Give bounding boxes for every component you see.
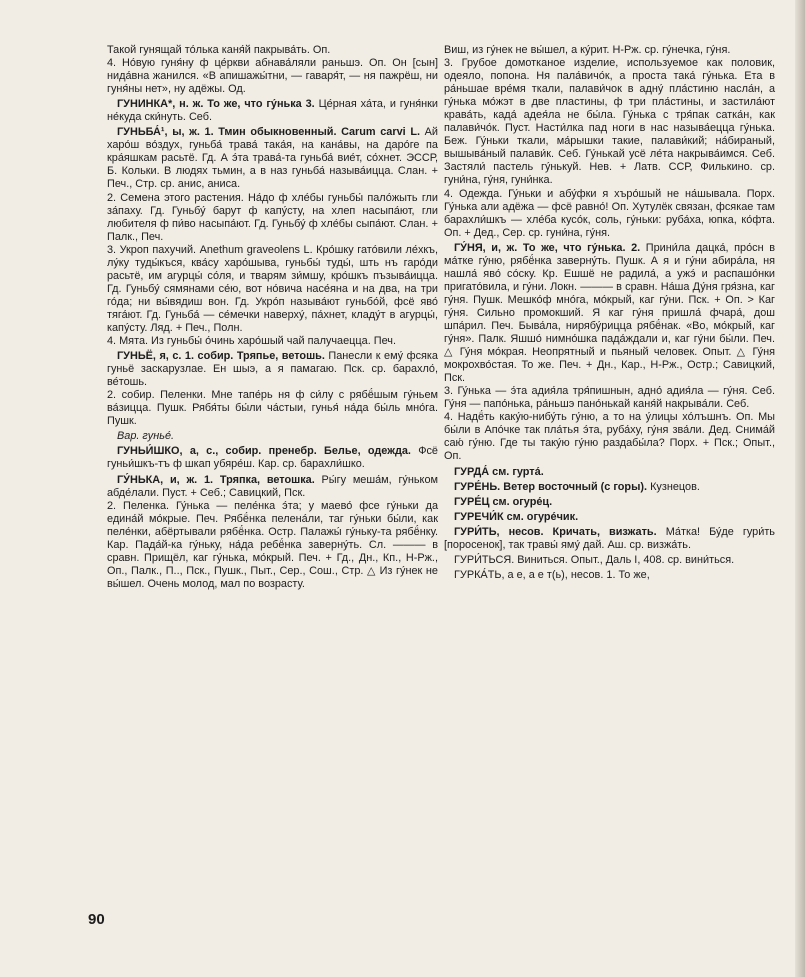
entry-headword: ГУРИ́ТЬ, несов. Кричать, визжать. (454, 525, 657, 538)
entry-body: Ай харо́ш во́здух, гуньба́ трава́ така́я, на кана́вы, на даро́ге па кра́яшкам расьтё. Гд. А э́та трава́-та гуньба́ вие́т, со́хнет. ЭССР, Б. Кольки. В людях тьмин, а в наз гуньба́ называ́ицца. Слан. + Печ., Стр. ср. анис, аниса. (107, 126, 438, 191)
entry-sense: 3. Грубое домотканое изделие, используемое как половик, одеяло, попона. Ня пала́вичо́к, а проста така́ гу́нька. Ета в ра́ньшае вре́мя ткали, палави́чок в адну́ пла́стиню насла́н, а гу́нька мо́жэт в две пластины, ф три пла́стины, и застила́ют крава́ть, када́ адея́ла не бы́ла. Гу́нька с тря́пак сатка́н, как палави́чо́к. Пуст. Насти́лка пад ноги в нас называ́ецца гу́нька. Беж. Гу́ньки ткали, ма́рышки такие, палави́кий; на́бираный, вышыва́ный палави́к. Себ. Гу́нькай усё ле́та накрыва́имся. Себ. Застяли́ пастель гу́нькуй. Нев. + Латв. ССР, Филькино. ср. гуни́на, гу́ня, гуни́нка. (444, 57, 775, 187)
entry-body: Ма́тка! Бу́де гури́ть [поросенок], так травы́ яму́ дай. Аш. ср. визжа́ть. (444, 525, 775, 551)
entry-guren (444, 481, 775, 494)
entry-gurets: ГУРЕ́Ц см. огуре́ц. (454, 495, 553, 508)
entry-gunya (444, 242, 775, 386)
entry-body: Панесли к ему́ фсяка гуньё заскарузлае. Ен шыэ, а я памагаю. Пск. ср. барахло́, ве́тошь. (107, 350, 438, 389)
entry-body: Прини́ла дацка́, про́сн в ма́тке гу́ню, рябё́нка заверну́ть. Пушк. А я и гу́ни абира́ла, ня нашла́ яво́ со́ску. Кр. Ешшё не радила́, а ужэ́ и распашо́нки пригато́вила, и гу́ни. Локн. ——— в сравн. На́ша Ду́ня гря́зна, каг гу́ня. Пушк. Мешко́ф мно́га, мо́крый, каг гу́ни. Пск. + Оп. > Каг гу́ня. Сильно промокший. Я каг гу́ня пришла́ фчара́, дош шпа́рил. Печ. Быва́ла, нирябу́рицца рябё́нак. «Во, мо́крый, каг гу́ня». Палк. Яшшо́ нимно́шка пада́ждали и, каг гу́ни бы́ли. Печ. △ Гу́ня мо́края. Неопрятный и пьяный человек. Опыт. △ Гу́ня мокрохво́стая. То же. Печ. + Дн., Кар., Н-Рж., Остр.; Савицкий, Пск. (444, 241, 775, 385)
entry-body: Це́рная ха́та, и гуня́нки не́куда ски́нуть. Себ. (107, 98, 438, 124)
entry-gunka (107, 474, 438, 500)
entry-sense: 3. Гу́нька — э́та адия́ла тря́пишнын, адно́ адия́ла — гу́ня. Себ. Гу́ня — папо́нька, ра́ньшэ пано́нькай каня́й накрыва́ли. Себ. (444, 385, 775, 411)
entry-text: Такой гунящай то́лька каня́й пакрыва́ть. Оп. (107, 44, 331, 56)
entry-headword: ГУНЬБА́¹, ы, ж. 1. Тмин обыкновенный. Carum carvi L. (117, 126, 420, 139)
entry-body: Кузнецов. (650, 480, 700, 493)
entry-sense: 4. Одежда. Гу́ньки и абу́фки я хъро́шый не на́шывала. Порх. Гу́нька али адёжа — фсё равно́! Оп. Хутулёк связан, фсякае там барахли́шкъ — хле́ба кусо́к, соль, гу́ньки: руба́ха, юпка, ко́фта. Оп. + Дед., Сер. ср. гуни́на, гу́ня. (444, 187, 775, 239)
left-column (107, 44, 438, 591)
entry-headword: ГУ́НЯ, и, ж. То же, что гу́нька. 2. (454, 241, 641, 254)
entry-gurda: ГУРДА́ см. гурта́. (454, 465, 544, 478)
entry-sense: 4. Мята. Из гуньбы́ о́чинь харо́шый чай палучаецца. Печ. (107, 335, 396, 348)
entry-gune (107, 350, 438, 389)
entry-sense: 2. Семена этого растения. На́до ф хле́бы гуньбы́ пало́жыть гли за́паху. Гд. Гуньбу́ барут ф капу́сту, на хлеп насыпа́ют, гли любителя ф пи́во насыпа́ют. Гд. Гуньбу́ ф хле́бы сыпа́ют. Слан. + Палк., Печ. (107, 191, 438, 243)
page-number: 90 (88, 911, 105, 928)
entry-sense: 4. Надё́ть каку́ю-нибу́ть гу́ню, а то на у́лицы хо́лъшнъ. Оп. Мы бы́ли в Апо́чке так пла́тья э́та, руба́ху, гу́ня зва́ли. Дед. Снима́й саю́ гу́ню. Где ты таку́ю гу́ню раздабы́ла? Порх. + Пск.; Опыт., Оп. (444, 411, 775, 463)
right-column (444, 44, 775, 582)
entry-headword: ГУНЬЁ, я, с. 1. собир. Тряпье, ветошь. (117, 350, 325, 363)
entry-body: Ры́гу меша́м, гу́ньком абде́лали. Пуст. + Себ.; Савицкий, Пск. (107, 473, 438, 499)
entry-sense: 2. собир. Пеленки. Мне тапе́рь ня ф си́лу с рябё́шым гу́ньем ва́зицца. Пушк. Рябя́ты бы́ли ча́стыи, гунья́ на́да бы́ль мно́га. Пушк. (107, 389, 438, 428)
entry-gunynka (107, 98, 438, 124)
entry-gurechik: ГУРЕЧИ́К см. огуре́чик. (454, 510, 579, 523)
entry-guritsya: ГУРИ́ТЬСЯ. Виниться. Опыт., Даль I, 408. ср. вини́ться. (454, 553, 735, 566)
page-spine-shadow (795, 0, 805, 977)
entry-text: 4. Но́вую гуня́ну ф це́ркви абнава́ляли раньшэ. Оп. Он [сын] нида́вна жанился. «В апишажы́тни, — гаваря́т, — ня пажрёш, ни гуня́ны нет», ну адёжы. Од. (107, 57, 438, 96)
entry-headword: ГУНЬИ́ШКО, а, с., собир. пренебр. Белье, одежда. (117, 445, 411, 458)
entry-headword: ГУ́НЬКА, и, ж. 1. Тряпка, ветошка. (117, 473, 315, 486)
entry-gunba (107, 126, 438, 191)
entry-body: Фсё гуньи́шкъ-тъ ф шкап убяре́ш. Кар. ср. барахли́шко. (107, 445, 438, 471)
entry-sense: 2. Пеленка. Гу́нька — пеле́нка э́та; у маево́ фсе гу́ньки да едина́й мо́крые. Печ. Рябё́нка пелена́ли, таг гу́ньки бы́ли, как пеле́нки, абёртывали рябё́нка. Остр. Палажы́ гу́ньку-та рябё́нку. Кар. Пада́й-ка гу́ньку, на́да ребё́нка заверну́ть. Сл. ——— в сравн. Прищёл, каг гу́нька, мо́крый. Печ. + Гд., Дн., Кп., Н-Рж., Оп., Палк., П.., Пск., Пушк., Пыт., Сер., Сош., Стр. △ Из гу́нек не вы́шел. Очень молод, мал по возрасту. (107, 499, 438, 590)
entry-gurit (444, 526, 775, 552)
entry-gunishko (107, 445, 438, 471)
entry-gurkat: ГУРКА́ТЬ, а е, а е т(ь), несов. 1. То же, (454, 568, 650, 581)
entry-headword: ГУНИНКА*, н. ж. То же, что гу́нька 3. (117, 98, 315, 111)
entry-headword: ГУРЕ́НЬ. Ветер восточный (с горы). (454, 480, 648, 493)
entry-variant: Вар. гунье́. (117, 430, 175, 443)
entry-text: Виш, из гу́нек не вы́шел, а ку́рит. Н-Рж. ср. гу́нечка, гу́ня. (444, 44, 731, 56)
entry-sense: 3. Укроп пахучий. Anethum graveolens L. Кро́шку гато́вили ле́хкъ, лу́ку туды́къся, ква́су харо́шыва, гуньбы́ туды́, шть нъ гаро́ди расьтё, им агурцы́ со́ля, и тварям зи́мшу, кро́шкъ пъзыва́ицца. Гд. Гуньбу́ сямянами се́ю, вот но́вича насе́яна и на два, на три го́да; ни вы́вядиш вон. Гд. Укро́п называ́ют гуньбо́й, фсё яво́ тяга́ют. Гд. Гуньба́ — се́мечки наверху́, па́хнет, кладу́т в агурцы́, капу́сту. Ляд. + Печ., Полн. (107, 243, 438, 334)
